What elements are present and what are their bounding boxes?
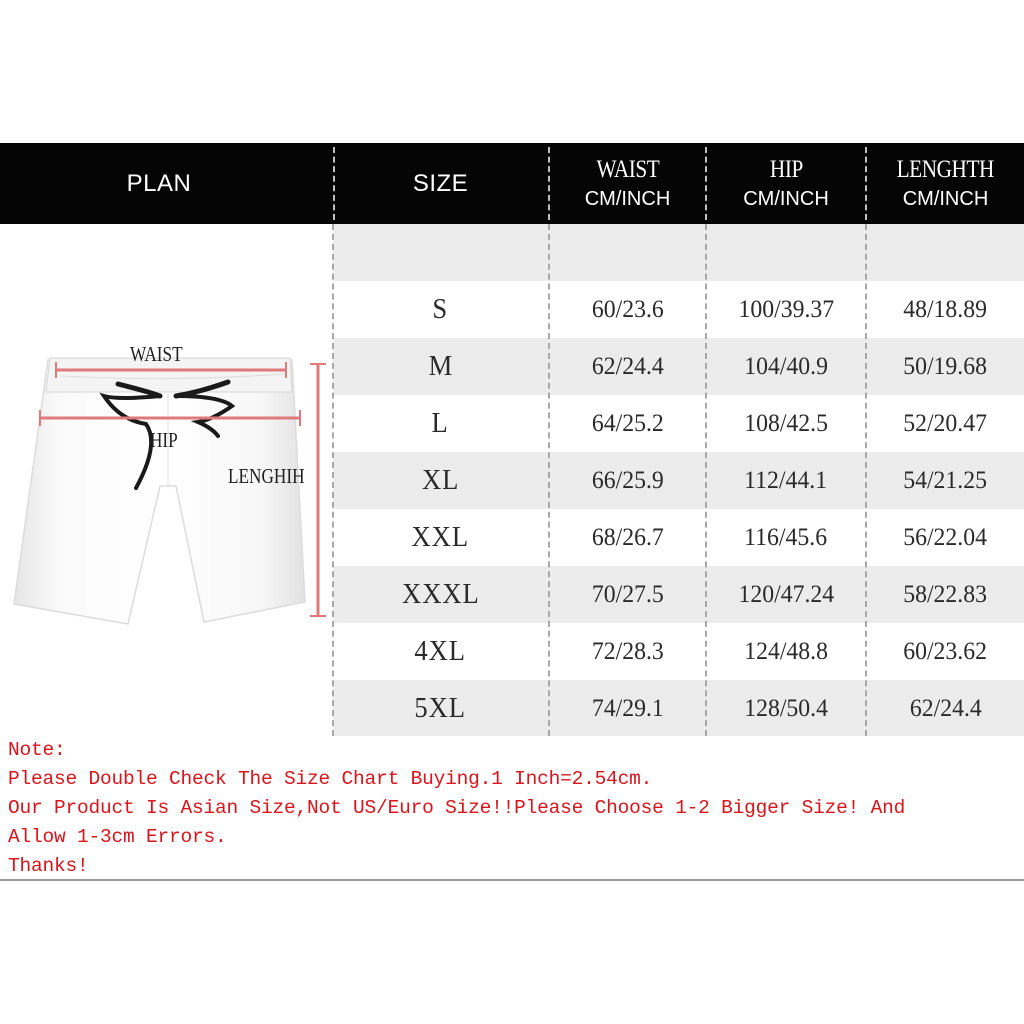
table-row	[333, 224, 1024, 281]
hip-cell: 116/45.6	[744, 523, 828, 551]
hip-cell: 100/39.37	[738, 295, 834, 323]
column-divider	[332, 224, 334, 736]
size-cell: L	[431, 407, 450, 439]
header-size	[333, 143, 548, 224]
header-size-label: SIZE	[412, 169, 469, 197]
hip-cell: 128/50.4	[744, 694, 828, 722]
waist-cell	[550, 224, 705, 281]
length-cell: 56/22.04	[903, 523, 988, 551]
length-cell	[867, 224, 1024, 281]
shorts-diagram	[0, 224, 333, 736]
header-hip	[707, 143, 865, 224]
hip-cell: 108/42.5	[744, 409, 828, 437]
note-line: Our Product Is Asian Size,Not US/Euro Size!!Please Choose 1-2 Bigger Size! And	[8, 797, 906, 819]
waist-cell: 72/28.3	[591, 637, 664, 665]
length-cell: 60/23.62	[903, 637, 988, 665]
size-table	[333, 224, 1024, 736]
table-row	[333, 338, 1024, 395]
waist-cell: 66/25.9	[591, 466, 664, 494]
header-waist-unit: CM/INCH	[584, 188, 671, 210]
note-line: Allow 1-3cm Errors.	[8, 826, 227, 848]
size-cell: M	[428, 350, 453, 382]
note-title: Note:	[8, 739, 66, 761]
column-divider	[865, 224, 867, 736]
table-row	[333, 680, 1024, 736]
table-row	[333, 452, 1024, 509]
waist-label: WAIST	[130, 342, 183, 366]
waist-cell: 62/24.4	[591, 352, 664, 380]
length-cell: 48/18.89	[903, 295, 988, 323]
length-cell: 58/22.83	[903, 580, 988, 608]
length-cell: 52/20.47	[903, 409, 988, 437]
header-waist	[550, 143, 705, 224]
header-length-unit: CM/INCH	[902, 188, 989, 210]
size-cell: 4XL	[414, 635, 467, 667]
header-length-label: LENGHTH	[896, 156, 995, 183]
size-cell: XXXL	[401, 578, 480, 610]
size-cell: XL	[421, 464, 460, 496]
header-length	[867, 143, 1024, 224]
size-note	[8, 736, 1018, 881]
waist-cell: 70/27.5	[591, 580, 664, 608]
hip-cell: 124/48.8	[744, 637, 828, 665]
hip-cell	[707, 224, 865, 281]
header-plan-label: PLAN	[126, 169, 192, 197]
waist-cell: 68/26.7	[591, 523, 664, 551]
waist-cell: 64/25.2	[591, 409, 664, 437]
table-row	[333, 509, 1024, 566]
shorts-body	[14, 360, 305, 624]
column-divider	[705, 224, 707, 736]
size-cell: 5XL	[414, 692, 467, 724]
header-plan	[0, 143, 318, 224]
note-line: Thanks!	[8, 855, 89, 877]
length-cell: 54/21.25	[903, 466, 988, 494]
size-cell: S	[432, 293, 449, 325]
header-waist-label: WAIST	[596, 156, 659, 183]
hip-cell: 120/47.24	[738, 580, 834, 608]
note-line: Please Double Check The Size Chart Buying.1 Inch=2.54cm.	[8, 768, 653, 790]
waist-cell: 60/23.6	[591, 295, 664, 323]
column-divider	[548, 224, 550, 736]
length-cell: 50/19.68	[903, 352, 988, 380]
size-cell	[333, 224, 548, 281]
waist-cell: 74/29.1	[591, 694, 664, 722]
header-hip-unit: CM/INCH	[743, 188, 829, 210]
length-label: LENGHIH	[228, 464, 305, 488]
hip-label: HIP	[150, 428, 178, 452]
table-row	[333, 395, 1024, 452]
bottom-divider	[0, 879, 1024, 881]
length-cell: 62/24.4	[909, 694, 982, 722]
table-row	[333, 623, 1024, 680]
hip-cell: 104/40.9	[744, 352, 828, 380]
hip-cell: 112/44.1	[744, 466, 828, 494]
header-hip-label: HIP	[769, 156, 803, 183]
table-header	[0, 143, 1024, 224]
size-cell: XXL	[411, 521, 470, 553]
table-row	[333, 566, 1024, 623]
table-row	[333, 281, 1024, 338]
